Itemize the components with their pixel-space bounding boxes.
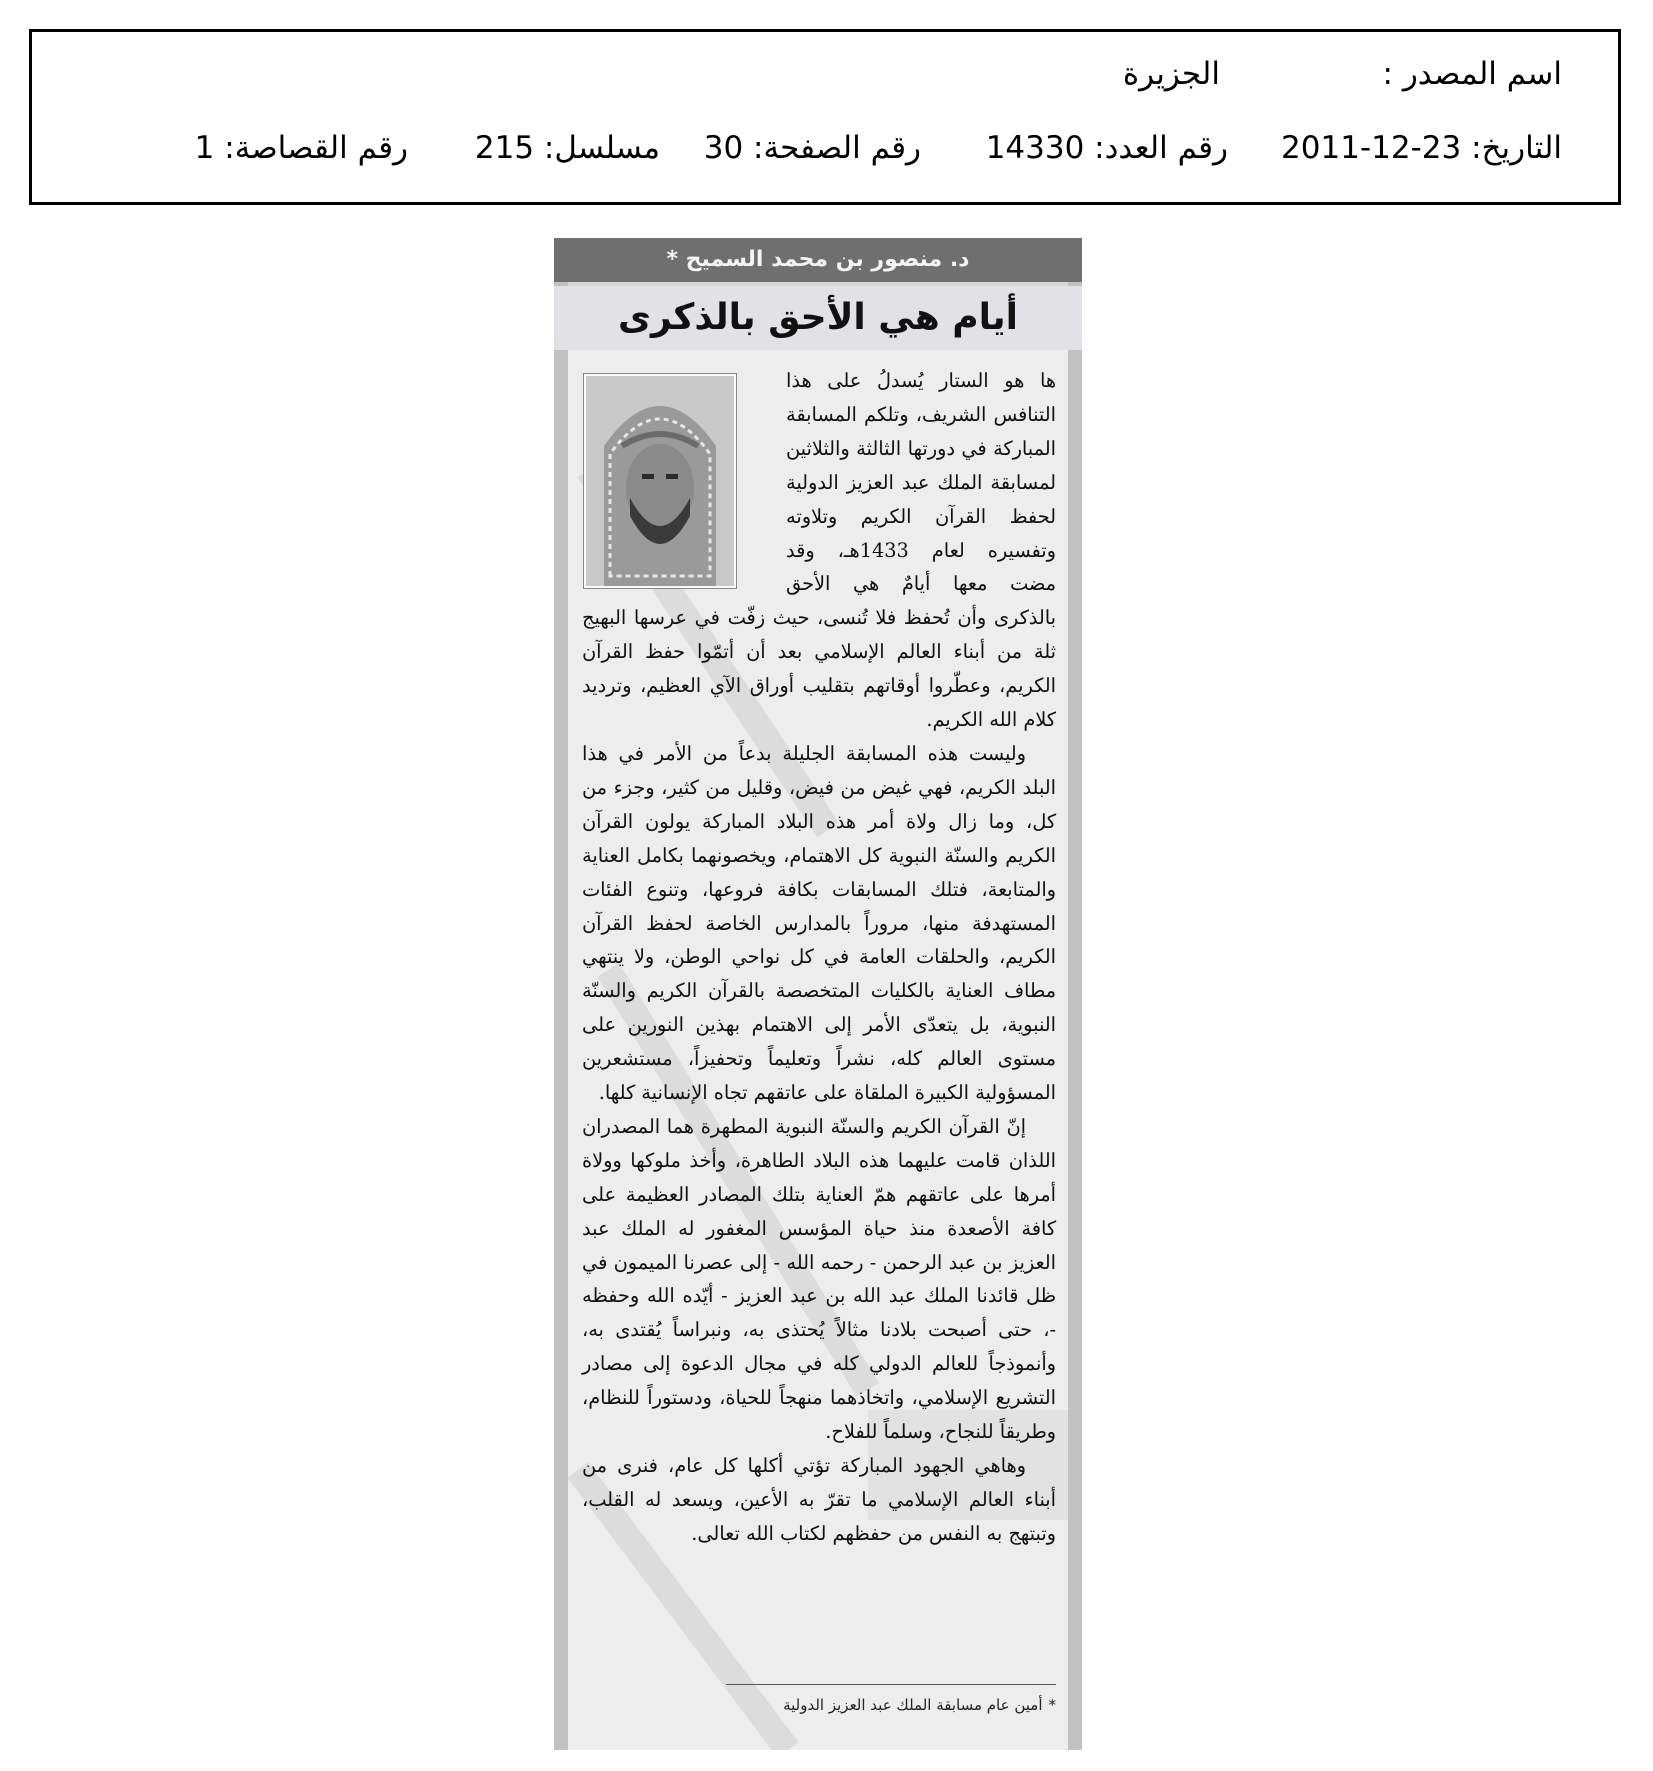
clipping-metadata-box — [29, 29, 1621, 205]
clipping-left-gutter — [554, 238, 568, 1750]
footnote-text: أمين عام مسابقة الملك عبد العزيز الدولية — [783, 1696, 1043, 1714]
article-paragraph-4: وهاهي الجهود المباركة تؤتي أكلها كل عام، فنرى من أبناء العالم الإسلامي ما تقرّ به الأعين، ويسعد له القلب، وتبتهج به النفس من حفظهم لكتاب الله تعالى. — [582, 1454, 1056, 1545]
article-paragraph-2: وليست هذه المسابقة الجليلة بدعاً من الأمر في هذا البلد الكريم، فهي غيض من فيض، وقليل من كثير، وجزء من كل، وما زال ولاة أمر هذه البلاد المباركة يولون القرآن الكريم والسنّة النبوية كل الاهتمام، ويخصونهما بكامل العناية والمتابعة، فتلك المسابقات بكافة فروعها، وتنوع الفئات المستهدفة منها، مروراً بالمدارس الخاصة لحفظ القرآن الكريم، والحلقات العامة في كل نواحي الوطن، ولا ينتهي مطاف العناية بالكليات المتخصصة بالقرآن الكريم والسنّة النبوية، بل يتعدّى الأمر إلى الاهتمام بهذين النورين على مستوى العالم كله، نشراً وتعليماً وتحفيزاً، مستشعرين المسؤولية الكبيرة الملقاة على عاتقهم تجاه الإنسانية كلها. — [582, 741, 1056, 1105]
article-paragraph-3: إنّ القرآن الكريم والسنّة النبوية المطهرة هما المصدران اللذان قامت عليهما هذه البلاد الطاهرة، وأخذ ملوكها وولاة أمرها على عاتقهم همّ العناية بتلك المصادر العظيمة على كافة الأصعدة منذ حياة المؤسس المغفور له الملك عبد العزيز بن عبد الرحمن - رحمه الله - إلى عصرنا الميمون في ظل قائدنا الملك عبد الله بن عبد العزيز - أيّده الله وحفظه -، حتى أصبحت بلادنا مثالاً يُحتذى به، ونبراساً يُقتدى به، وأنموذجاً للعالم الدولي كله في مجال الدعوة إلى مصادر التشريع الإسلامي، واتخاذهما منهجاً للحياة، ودستوراً للنظام، وطريقاً للنجاح، وسلماً للفلاح. — [582, 1114, 1056, 1444]
source-value: الجزيرة — [1122, 56, 1220, 92]
newspaper-clipping — [554, 238, 1082, 1750]
article-paragraph-1: ها هو الستار يُسدلُ على هذا التنافس الشريف، وتلكم المسابقة المباركة في دورتها الثالثة والثلاثين لمسابقة الملك عبد العزيز الدولية لحفظ القرآن الكريم وتلاوته وتفسيره لعام 1433هـ، وقد مضت معها أيامٌ هي الأحق بالذكرى وأن تُحفظ فلا تُنسى، حيث زفّت في عرسها البهيج ثلة من أبناء العالم الإسلامي بعد أن أتمّوا حفظ القرآن الكريم، وعطّروا أوقاتهم بتقليب أوراق الآي العظيم، وترديد كلام الله الكريم. — [582, 369, 1056, 732]
page-number-field: رقم الصفحة: 30 — [703, 130, 921, 166]
source-label: اسم المصدر : — [1382, 56, 1562, 92]
date-field: التاريخ: 23-12-2011 — [1281, 130, 1562, 166]
article-title: أيام هي الأحق بالذكرى — [554, 286, 1082, 350]
author-footnote — [783, 1696, 1056, 1714]
author-byline: د. منصور بن محمد السميح * — [554, 238, 1082, 282]
issue-number-field: رقم العدد: 14330 — [985, 130, 1228, 166]
footnote-divider — [726, 1684, 1056, 1685]
serial-number-field: مسلسل: 215 — [474, 130, 660, 166]
article-text — [582, 364, 1056, 1551]
article-body-area — [568, 350, 1068, 1750]
clip-number-field: رقم القصاصة: 1 — [194, 130, 408, 166]
portrait-spacer — [582, 364, 786, 594]
clipping-right-gutter — [1068, 238, 1082, 1750]
footnote-asterisk: * — [1048, 1696, 1056, 1714]
